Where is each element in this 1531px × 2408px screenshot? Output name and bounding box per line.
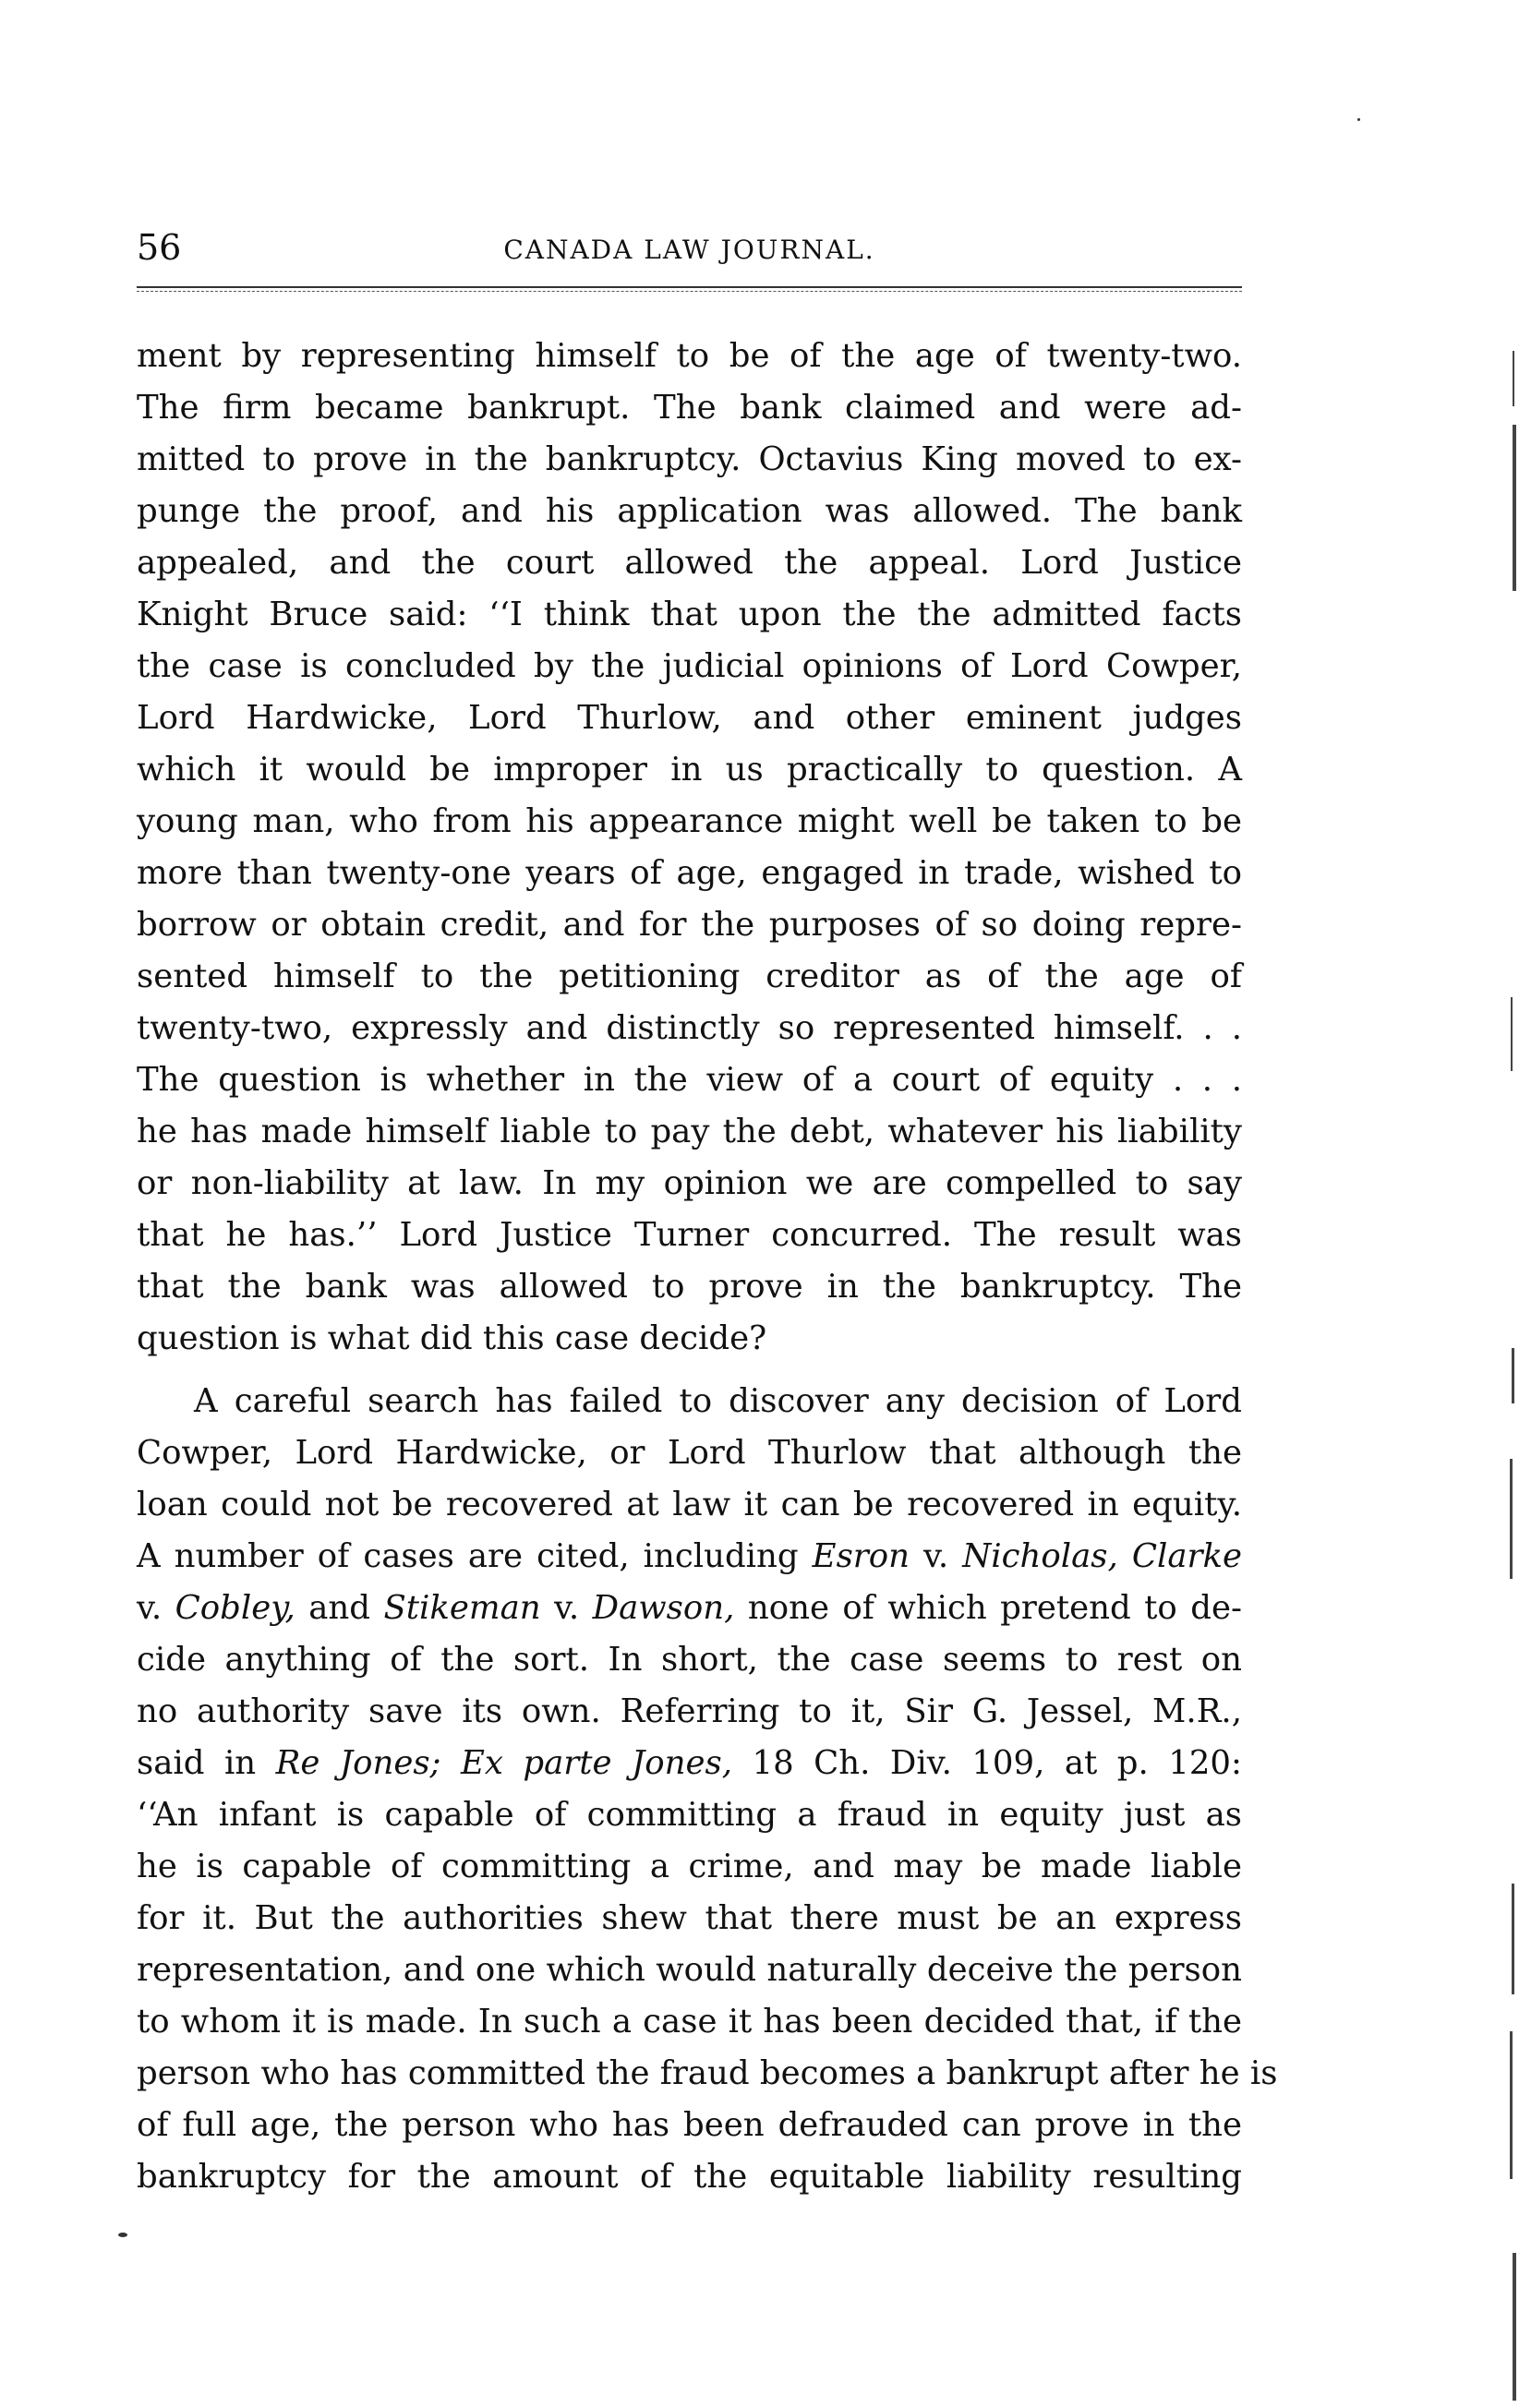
text-line: the case is concluded by the judicial opinions of Lord Cowper, [137,647,1242,685]
case-name: Cobley, [175,1589,295,1627]
text-line: person who has committed the fraud becomes a bankrupt after he is [137,2054,1278,2092]
text-line: said in Re Jones; Ex parte Jones, 18 Ch. Div. 109, at p. 120: [137,1744,1242,1782]
text-line: which it would be improper in us practically to question. A [137,751,1242,789]
text-line: Knight Bruce said: ‘‘I think that upon the the admitted facts [137,596,1242,633]
scan-edge-mark [1513,425,1516,591]
page-header [137,224,1242,271]
text-line: more than twenty-one years of age, engaged in trade, wished to [137,854,1242,892]
paragraph-1 [137,331,1242,1365]
page-number: 56 [137,227,182,268]
text-line: for it. But the authorities shew that there must be an express [137,1899,1242,1937]
text-line: The question is whether in the view of a court of equity . . . [137,1061,1242,1099]
scan-edge-mark [1510,1459,1513,1579]
running-head: CANADA LAW JOURNAL. [503,235,875,265]
case-name: Re Jones; Ex parte Jones, [275,1744,732,1782]
paragraph-2 [137,1376,1278,2203]
scan-edge-mark [1513,2253,1516,2401]
text-line: ment by representing himself to be of the age of twenty-two. [137,337,1242,375]
text-line: Lord Hardwicke, Lord Thurlow, and other eminent judges [137,699,1242,737]
text-line: sented himself to the petitioning creditor as of the age of [137,957,1242,995]
text-line: of full age, the person who has been defrauded can prove in the [137,2106,1242,2144]
text-line: A number of cases are cited, including Esron v. Nicholas, Clarke [137,1537,1243,1575]
scan-edge-mark [1512,1884,1514,1994]
text-line: A careful search has failed to discover any decision of Lord [194,1382,1242,1420]
case-name: Dawson, [592,1589,735,1627]
text-line: v. Cobley, and Stikeman v. Dawson, none of which pretend to de- [137,1589,1242,1627]
text-line: The firm became bankrupt. The bank claimed and were ad- [137,389,1242,427]
text-line: or non-liability at law. In my opinion we are compelled to say [137,1164,1242,1202]
text-line: twenty-two, expressly and distinctly so represented himself. . . [137,1009,1242,1047]
scan-edge-mark [1513,351,1514,406]
text-line: to whom it is made. In such a case it has been decided that, if the [137,2003,1242,2041]
text-line: borrow or obtain credit, and for the purposes of so doing repre- [137,906,1242,944]
text-line: he is capable of committing a crime, and may be made liable [137,1848,1242,1885]
text-line: appealed, and the court allowed the appeal. Lord Justice [137,544,1242,582]
text-line: that he has.’’ Lord Justice Turner concurred. The result was [137,1216,1242,1254]
case-name: Esron [812,1537,910,1575]
header-rule [137,286,1242,288]
scan-edge-mark [1512,1348,1514,1403]
text-line: young man, who from his appearance might well be taken to be [137,802,1242,840]
body-text [137,331,1278,2203]
text-line: that the bank was allowed to prove in the bankruptcy. The [137,1268,1242,1306]
text-line: mitted to prove in the bankruptcy. Octavius King moved to ex- [137,440,1242,478]
text-line: bankruptcy for the amount of the equitable liability resulting [137,2158,1242,2196]
scan-edge-mark [1511,997,1513,1071]
scan-speck [118,2233,127,2237]
text-line: no authority save its own. Referring to it, Sir G. Jessel, M.R., [137,1692,1242,1730]
text-line: ‘‘An infant is capable of committing a fraud in equity just as [137,1796,1242,1834]
case-name: Nicholas, Clarke [962,1537,1243,1575]
text-line: loan could not be recovered at law it can be recovered in equity. [137,1486,1242,1523]
text-line: Cowper, Lord Hardwicke, or Lord Thurlow that although the [137,1434,1242,1472]
scan-edge-mark [1510,2031,1513,2179]
text-line: punge the proof, and his application was allowed. The bank [137,492,1242,530]
text-line: cide anything of the sort. In short, the case seems to rest on [137,1641,1242,1679]
text-line: he has made himself liable to pay the debt, whatever his liability [137,1113,1242,1150]
case-name: Stikeman [383,1589,541,1627]
header-rule-dashed [137,291,1242,292]
text-line: question is what did this case decide? [137,1319,767,1357]
text-line: representation, and one which would naturally deceive the person [137,1951,1242,1989]
scan-speck [1357,118,1360,121]
